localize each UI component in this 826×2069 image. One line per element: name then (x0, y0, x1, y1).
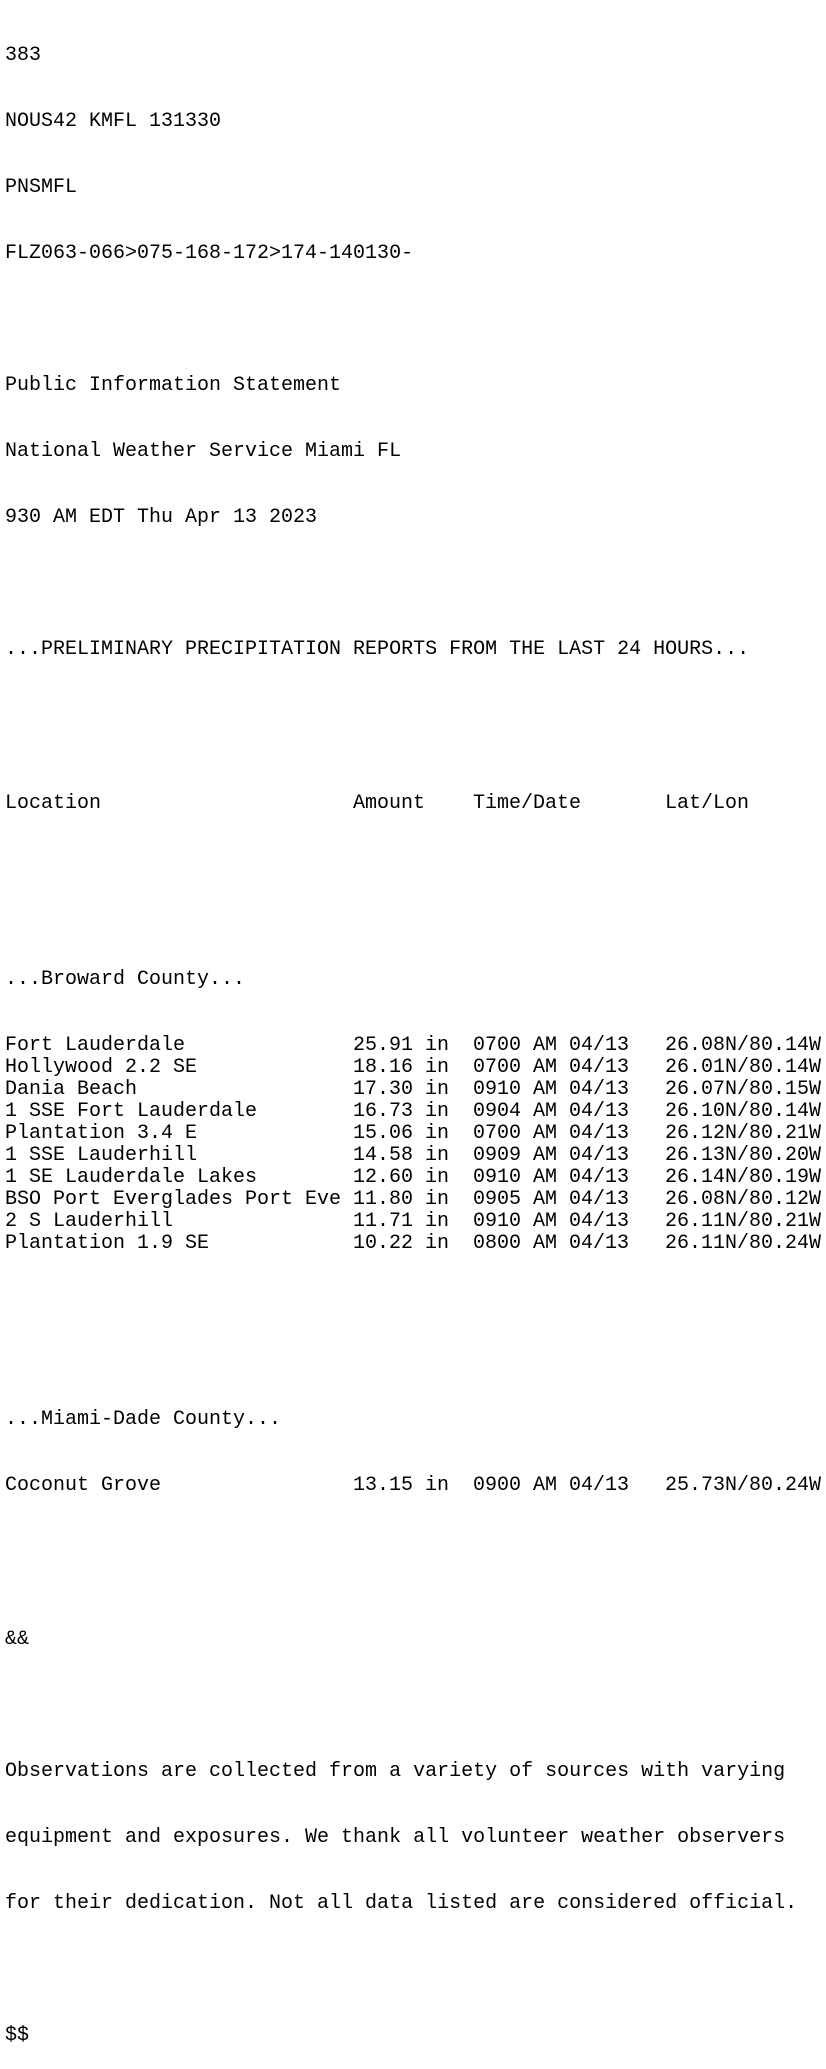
awips-id: PNSMFL (5, 176, 78, 199)
time-date-cell: 0910 AM 04/13 (473, 1210, 630, 1233)
blank-line (5, 309, 826, 331)
disclaimer-line: Observations are collected from a variety of sources with varying (5, 1760, 786, 1783)
county-rows (5, 1035, 826, 1255)
amount-cell: 18.16 in (353, 1056, 450, 1079)
column-header-time-date: Time/Date (473, 792, 582, 815)
time-date-cell: 0700 AM 04/13 (473, 1034, 630, 1057)
issue-time: 930 AM EDT Thu Apr 13 2023 (5, 506, 318, 529)
location-cell: Coconut Grove (5, 1474, 162, 1497)
amount-cell: 17.30 in (353, 1078, 450, 1101)
table-row (5, 1101, 826, 1123)
lat-lon-cell: 26.14N/80.19W (665, 1166, 822, 1189)
location-cell: 2 S Lauderhill (5, 1210, 174, 1233)
amount-cell: 10.22 in (353, 1232, 450, 1255)
table-row (5, 1475, 826, 1497)
column-header-location: Location (5, 792, 102, 815)
time-date-cell: 0910 AM 04/13 (473, 1166, 630, 1189)
table-row (5, 1233, 826, 1255)
table-row (5, 1167, 826, 1189)
lat-lon-cell: 26.10N/80.14W (665, 1100, 822, 1123)
time-date-cell: 0909 AM 04/13 (473, 1144, 630, 1167)
statement-title: Public Information Statement (5, 374, 342, 397)
table-row (5, 1035, 826, 1057)
column-header-amount: Amount (353, 792, 426, 815)
table-row (5, 1123, 826, 1145)
time-date-cell: 0900 AM 04/13 (473, 1474, 630, 1497)
time-date-cell: 0700 AM 04/13 (473, 1122, 630, 1145)
time-date-cell: 0800 AM 04/13 (473, 1232, 630, 1255)
wmo-header: NOUS42 KMFL 131330 (5, 110, 222, 133)
time-date-cell: 0910 AM 04/13 (473, 1078, 630, 1101)
time-date-cell: 0700 AM 04/13 (473, 1056, 630, 1079)
time-date-cell: 0905 AM 04/13 (473, 1188, 630, 1211)
blank-line (5, 1321, 826, 1343)
location-cell: Dania Beach (5, 1078, 138, 1101)
amount-cell: 12.60 in (353, 1166, 450, 1189)
amount-cell: 14.58 in (353, 1144, 450, 1167)
end-marker: $$ (5, 2024, 30, 2047)
table-row (5, 1211, 826, 1233)
location-cell: 1 SSE Fort Lauderdale (5, 1100, 258, 1123)
location-cell: 1 SE Lauderdale Lakes (5, 1166, 258, 1189)
blank-line (5, 573, 826, 595)
location-cell: BSO Port Everglades Port Eve (5, 1188, 342, 1211)
lat-lon-cell: 26.11N/80.24W (665, 1232, 822, 1255)
blank-line (5, 1563, 826, 1585)
county-heading: ...Broward County... (5, 968, 246, 991)
lat-lon-cell: 26.08N/80.14W (665, 1034, 822, 1057)
amount-cell: 16.73 in (353, 1100, 450, 1123)
location-cell: Fort Lauderdale (5, 1034, 186, 1057)
blank-line (5, 1695, 826, 1717)
table-row (5, 1189, 826, 1211)
amount-cell: 15.06 in (353, 1122, 450, 1145)
lat-lon-cell: 26.07N/80.15W (665, 1078, 822, 1101)
time-date-cell: 0904 AM 04/13 (473, 1100, 630, 1123)
lat-lon-cell: 26.08N/80.12W (665, 1188, 822, 1211)
amount-cell: 13.15 in (353, 1474, 450, 1497)
lat-lon-cell: 26.11N/80.21W (665, 1210, 822, 1233)
issuing-office: National Weather Service Miami FL (5, 440, 402, 463)
amount-cell: 11.71 in (353, 1210, 450, 1233)
disclaimer-line: for their dedication. Not all data listed are considered official. (5, 1892, 798, 1915)
table-row (5, 1079, 826, 1101)
blank-line (5, 881, 826, 903)
county-heading: ...Miami-Dade County... (5, 1408, 282, 1431)
table-row (5, 1057, 826, 1079)
report-headline: ...PRELIMINARY PRECIPITATION REPORTS FROM THE LAST 24 HOURS... (5, 638, 750, 661)
section-separator: && (5, 1628, 30, 1651)
lat-lon-cell: 25.73N/80.24W (665, 1474, 822, 1497)
lat-lon-cell: 26.01N/80.14W (665, 1056, 822, 1079)
location-cell: Hollywood 2.2 SE (5, 1056, 198, 1079)
blank-line (5, 705, 826, 727)
blank-line (5, 1959, 826, 1981)
location-cell: Plantation 3.4 E (5, 1122, 198, 1145)
lat-lon-cell: 26.13N/80.20W (665, 1144, 822, 1167)
amount-cell: 25.91 in (353, 1034, 450, 1057)
amount-cell: 11.80 in (353, 1188, 450, 1211)
column-header-lat-lon: Lat/Lon (665, 792, 750, 815)
table-row (5, 1145, 826, 1167)
county-rows (5, 1475, 826, 1497)
location-cell: Plantation 1.9 SE (5, 1232, 210, 1255)
disclaimer-line: equipment and exposures. We thank all volunteer weather observers (5, 1826, 786, 1849)
table-header (5, 793, 826, 815)
lat-lon-cell: 26.12N/80.21W (665, 1122, 822, 1145)
location-cell: 1 SSE Lauderhill (5, 1144, 198, 1167)
product-sequence-number: 383 (5, 44, 42, 67)
ugc-zone-codes: FLZ063-066>075-168-172>174-140130- (5, 242, 414, 265)
